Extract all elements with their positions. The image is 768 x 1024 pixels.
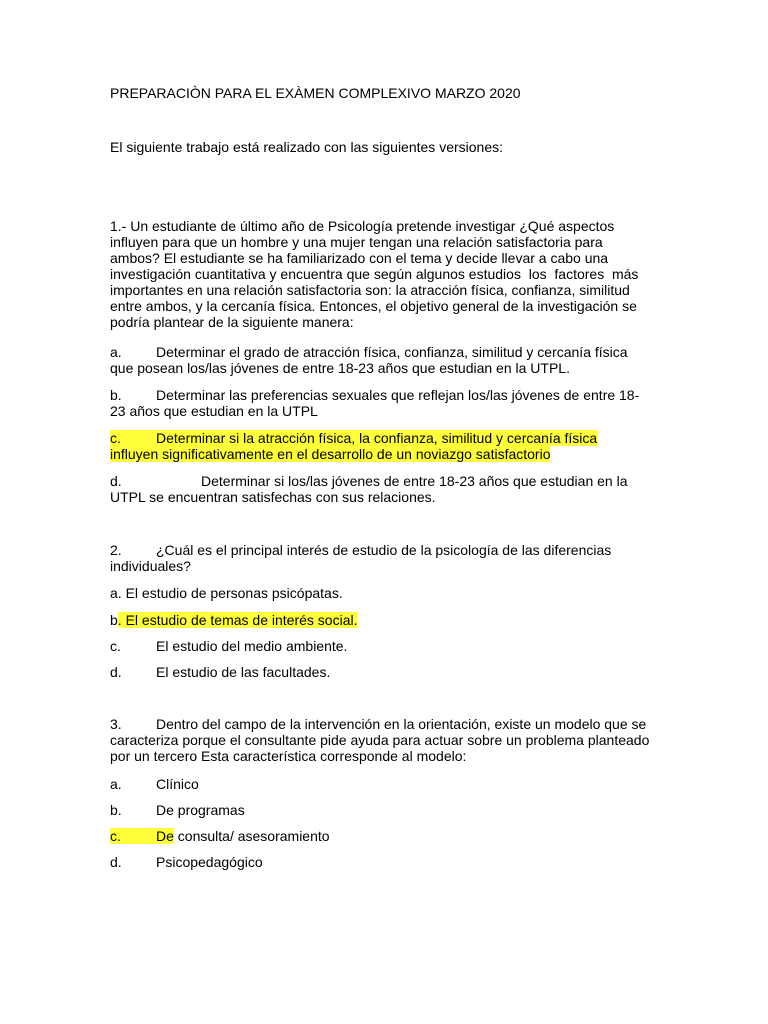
option-letter: c. (110, 430, 121, 446)
option-letter: d. (110, 664, 122, 680)
q2-text-cont: individuales? (110, 558, 191, 574)
q2-option-d (110, 664, 330, 680)
option-text: Determinar las preferencias sexuales que reflejan los/las jóvenes de entre 18- (156, 387, 640, 403)
option-text: consulta/ asesoramiento (173, 828, 330, 844)
q2-option-c (110, 638, 347, 654)
option-letter: a. (110, 776, 122, 792)
option-text-highlighted: . El estudio de temas de interés social. (117, 612, 358, 628)
q1-option-c-cont (110, 446, 550, 462)
option-text: Determinar el grado de atracción física, confianza, similitud y cercanía física (156, 344, 628, 360)
q1-option-c-highlighted (110, 430, 597, 446)
q1-option-a-cont: que posean los/las jóvenes de entre 18-23 años que estudian en la UTPL. (110, 360, 570, 376)
option-text: Psicopedagógico (156, 854, 263, 870)
option-text: De programas (156, 802, 245, 818)
q2-option-a: a. El estudio de personas psicópatas. (110, 585, 343, 601)
option-letter: a. (110, 344, 122, 360)
option-letter: d. (110, 473, 122, 489)
option-letter: b. (110, 802, 122, 818)
intro-text: El siguiente trabajo está realizado con las siguientes versiones: (110, 139, 504, 155)
q3-text-cont: por un tercero Esta característica corresponde al modelo: (110, 748, 467, 764)
option-text-highlighted: De (156, 828, 174, 844)
q1-option-d-cont: UTPL se encuentran satisfechas con sus relaciones. (110, 489, 436, 505)
q1-text-line: podría plantear de la siguiente manera: (110, 314, 354, 330)
q1-text-line: 1.- Un estudiante de último año de Psicología pretende investigar ¿Qué aspectos (110, 218, 615, 234)
option-letter: b. (110, 387, 122, 403)
q3-text (110, 716, 646, 732)
option-text: El estudio de las facultades. (156, 664, 331, 680)
document-title: PREPARACIÒN PARA EL EXÀMEN COMPLEXIVO MARZO 2020 (110, 85, 521, 101)
option-letter: c. (110, 638, 121, 654)
q1-text-line: investigación cuantitativa y encuentra que según algunos estudios los factores más (110, 266, 639, 282)
q1-text-line: influyen para que un hombre y una mujer tengan una relación satisfactoria para (110, 234, 603, 250)
q1-text-line: ambos? El estudiante se ha familiarizado con el tema y decide llevar a cabo una (110, 250, 609, 266)
q1-option-b (110, 387, 639, 403)
q3-text-cont: caracteriza porque el consultante pide ayuda para actuar sobre un problema planteado (110, 732, 650, 748)
q3-option-a (110, 776, 199, 792)
option-text: Clínico (156, 776, 199, 792)
q3-option-d (110, 854, 263, 870)
q3-option-c (110, 828, 330, 844)
option-letter: c. (110, 828, 121, 844)
q3-option-b (110, 802, 245, 818)
option-text: Determinar si los/las jóvenes de entre 18-23 años que estudian en la (201, 473, 628, 489)
q1-option-d (110, 473, 627, 489)
q1-text-line: importantes en una relación satisfactoria son: la atracción física, confianza, similitud (110, 282, 630, 298)
q1-option-a (110, 344, 628, 360)
q1-text-line: entre ambos, y la cercanía física. Entonces, el objetivo general de la investigación se (110, 298, 637, 314)
option-text: Determinar si la atracción física, la confianza, similitud y cercanía física (156, 430, 598, 446)
question-number: 3. (110, 716, 122, 732)
q1-option-b-cont: 23 años que estudian en la UTPL (110, 403, 318, 419)
option-letter: b (110, 612, 118, 628)
option-letter: d. (110, 854, 122, 870)
q2-text (110, 542, 611, 558)
question-text: Dentro del campo de la intervención en la orientación, existe un modelo que se (156, 716, 647, 732)
option-text: influyen significativamente en el desarrollo de un noviazgo satisfactorio (110, 446, 551, 462)
option-text: El estudio del medio ambiente. (156, 638, 348, 654)
question-number: 2. (110, 542, 122, 558)
question-text: ¿Cuál es el principal interés de estudio de la psicología de las diferencias (156, 542, 612, 558)
q2-option-b (110, 612, 357, 628)
